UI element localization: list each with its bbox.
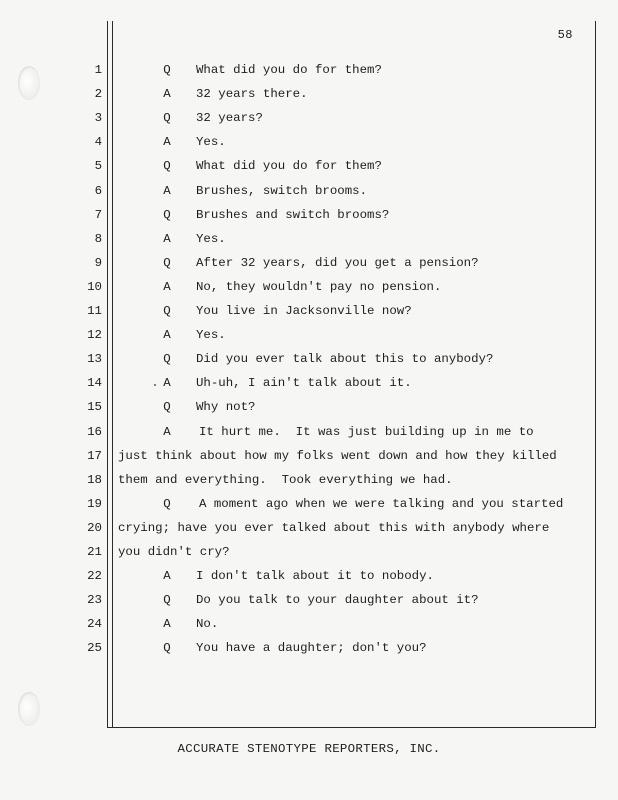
transcript-line bbox=[0, 156, 618, 176]
line-text: crying; have you ever talked about this with anybody where bbox=[118, 520, 550, 535]
line-text: After 32 years, did you get a pension? bbox=[196, 255, 479, 270]
line-number: 10 bbox=[87, 279, 102, 294]
line-number: 17 bbox=[87, 448, 102, 463]
speaker-label: Q bbox=[163, 496, 171, 511]
line-number: 18 bbox=[87, 472, 102, 487]
line-number: 3 bbox=[94, 111, 102, 126]
line-number: 2 bbox=[94, 87, 102, 102]
line-text: 32 years there. bbox=[196, 87, 308, 102]
speaker-label: Q bbox=[163, 400, 171, 415]
transcript-line bbox=[0, 566, 618, 586]
line-text: I don't talk about it to nobody. bbox=[196, 569, 434, 584]
line-text: 32 years? bbox=[196, 111, 263, 126]
transcript-line bbox=[0, 229, 618, 249]
punch-hole-bottom bbox=[18, 692, 40, 726]
line-text: Brushes and switch brooms? bbox=[196, 207, 390, 222]
line-number: 24 bbox=[87, 617, 102, 632]
speaker-label: A bbox=[163, 376, 171, 391]
line-number: 1 bbox=[94, 63, 102, 77]
transcript-line bbox=[0, 373, 618, 393]
transcript-line bbox=[0, 60, 618, 80]
transcript-line bbox=[0, 84, 618, 104]
line-text: just think about how my folks went down and how they killed bbox=[118, 448, 557, 463]
line-number: 7 bbox=[94, 207, 102, 222]
speaker-label: A bbox=[163, 424, 171, 439]
line-text: Yes. bbox=[196, 135, 226, 150]
transcript-line bbox=[0, 301, 618, 321]
transcript-line bbox=[0, 349, 618, 369]
transcript-line bbox=[0, 397, 618, 417]
line-number: 22 bbox=[87, 569, 102, 584]
transcript-line bbox=[0, 108, 618, 128]
line-text: Do you talk to your daughter about it? bbox=[196, 593, 479, 608]
line-text: them and everything. Took everything we had. bbox=[118, 472, 453, 487]
speaker-label: Q bbox=[163, 63, 171, 77]
line-number: 5 bbox=[94, 159, 102, 174]
transcript-line bbox=[0, 325, 618, 345]
transcript-line bbox=[0, 590, 618, 610]
transcript-line bbox=[0, 494, 618, 514]
line-number: 11 bbox=[87, 304, 102, 318]
line-number: 8 bbox=[94, 231, 102, 246]
line-number: 6 bbox=[94, 183, 102, 198]
speaker-label: A bbox=[163, 569, 171, 584]
speaker-label: Q bbox=[163, 641, 171, 656]
line-text: A moment ago when we were talking and you started bbox=[199, 496, 564, 511]
scan-speck bbox=[154, 384, 156, 386]
line-text: You have a daughter; don't you? bbox=[196, 641, 427, 656]
line-number: 19 bbox=[87, 496, 102, 511]
transcript-line bbox=[0, 181, 618, 201]
line-text: you didn't cry? bbox=[118, 545, 230, 559]
transcript-line bbox=[0, 132, 618, 152]
line-number: 25 bbox=[87, 641, 102, 656]
line-number: 4 bbox=[94, 135, 102, 150]
line-text: You live in Jacksonville now? bbox=[196, 304, 412, 318]
transcript-line bbox=[0, 277, 618, 297]
line-text: Did you ever talk about this to anybody? bbox=[196, 352, 494, 367]
speaker-label: A bbox=[163, 617, 171, 632]
line-text: No. bbox=[196, 617, 219, 632]
speaker-label: A bbox=[163, 279, 171, 294]
transcript-line bbox=[0, 205, 618, 225]
reporter-footer: ACCURATE STENOTYPE REPORTERS, INC. bbox=[177, 742, 441, 756]
speaker-label: Q bbox=[163, 111, 171, 126]
transcript-line bbox=[0, 614, 618, 634]
speaker-label: Q bbox=[163, 352, 171, 367]
transcript-line bbox=[0, 470, 618, 490]
line-number: 14 bbox=[87, 376, 102, 391]
line-number: 9 bbox=[94, 255, 102, 270]
line-number: 20 bbox=[87, 520, 102, 535]
speaker-label: Q bbox=[163, 593, 171, 608]
line-number: 16 bbox=[87, 424, 102, 439]
line-text: No, they wouldn't pay no pension. bbox=[196, 279, 442, 294]
line-number: 13 bbox=[87, 352, 102, 367]
speaker-label: Q bbox=[163, 207, 171, 222]
line-text: What did you do for them? bbox=[196, 63, 382, 77]
line-text: It hurt me. It was just building up in me to bbox=[199, 424, 534, 439]
speaker-label: A bbox=[163, 231, 171, 246]
speaker-label: A bbox=[163, 328, 171, 343]
line-text: Brushes, switch brooms. bbox=[196, 183, 368, 198]
line-text: Why not? bbox=[196, 400, 256, 415]
transcript-line bbox=[0, 422, 618, 442]
line-text: Yes. bbox=[196, 328, 226, 343]
line-number: 12 bbox=[87, 328, 102, 343]
line-number: 23 bbox=[87, 593, 102, 608]
transcript-line bbox=[0, 253, 618, 273]
transcript-line bbox=[0, 542, 618, 562]
speaker-label: A bbox=[163, 87, 171, 102]
transcript-line bbox=[0, 446, 618, 466]
line-number: 15 bbox=[87, 400, 102, 415]
line-text: Uh-uh, I ain't talk about it. bbox=[196, 376, 412, 391]
line-text: What did you do for them? bbox=[196, 159, 382, 174]
transcript-line bbox=[0, 638, 618, 658]
speaker-label: Q bbox=[163, 159, 171, 174]
line-number: 21 bbox=[87, 545, 102, 559]
transcript-line bbox=[0, 518, 618, 538]
line-text: Yes. bbox=[196, 231, 226, 246]
speaker-label: A bbox=[163, 135, 171, 150]
speaker-label: Q bbox=[163, 255, 171, 270]
page-number: 58 bbox=[557, 28, 573, 42]
speaker-label: Q bbox=[163, 304, 171, 318]
speaker-label: A bbox=[163, 183, 171, 198]
